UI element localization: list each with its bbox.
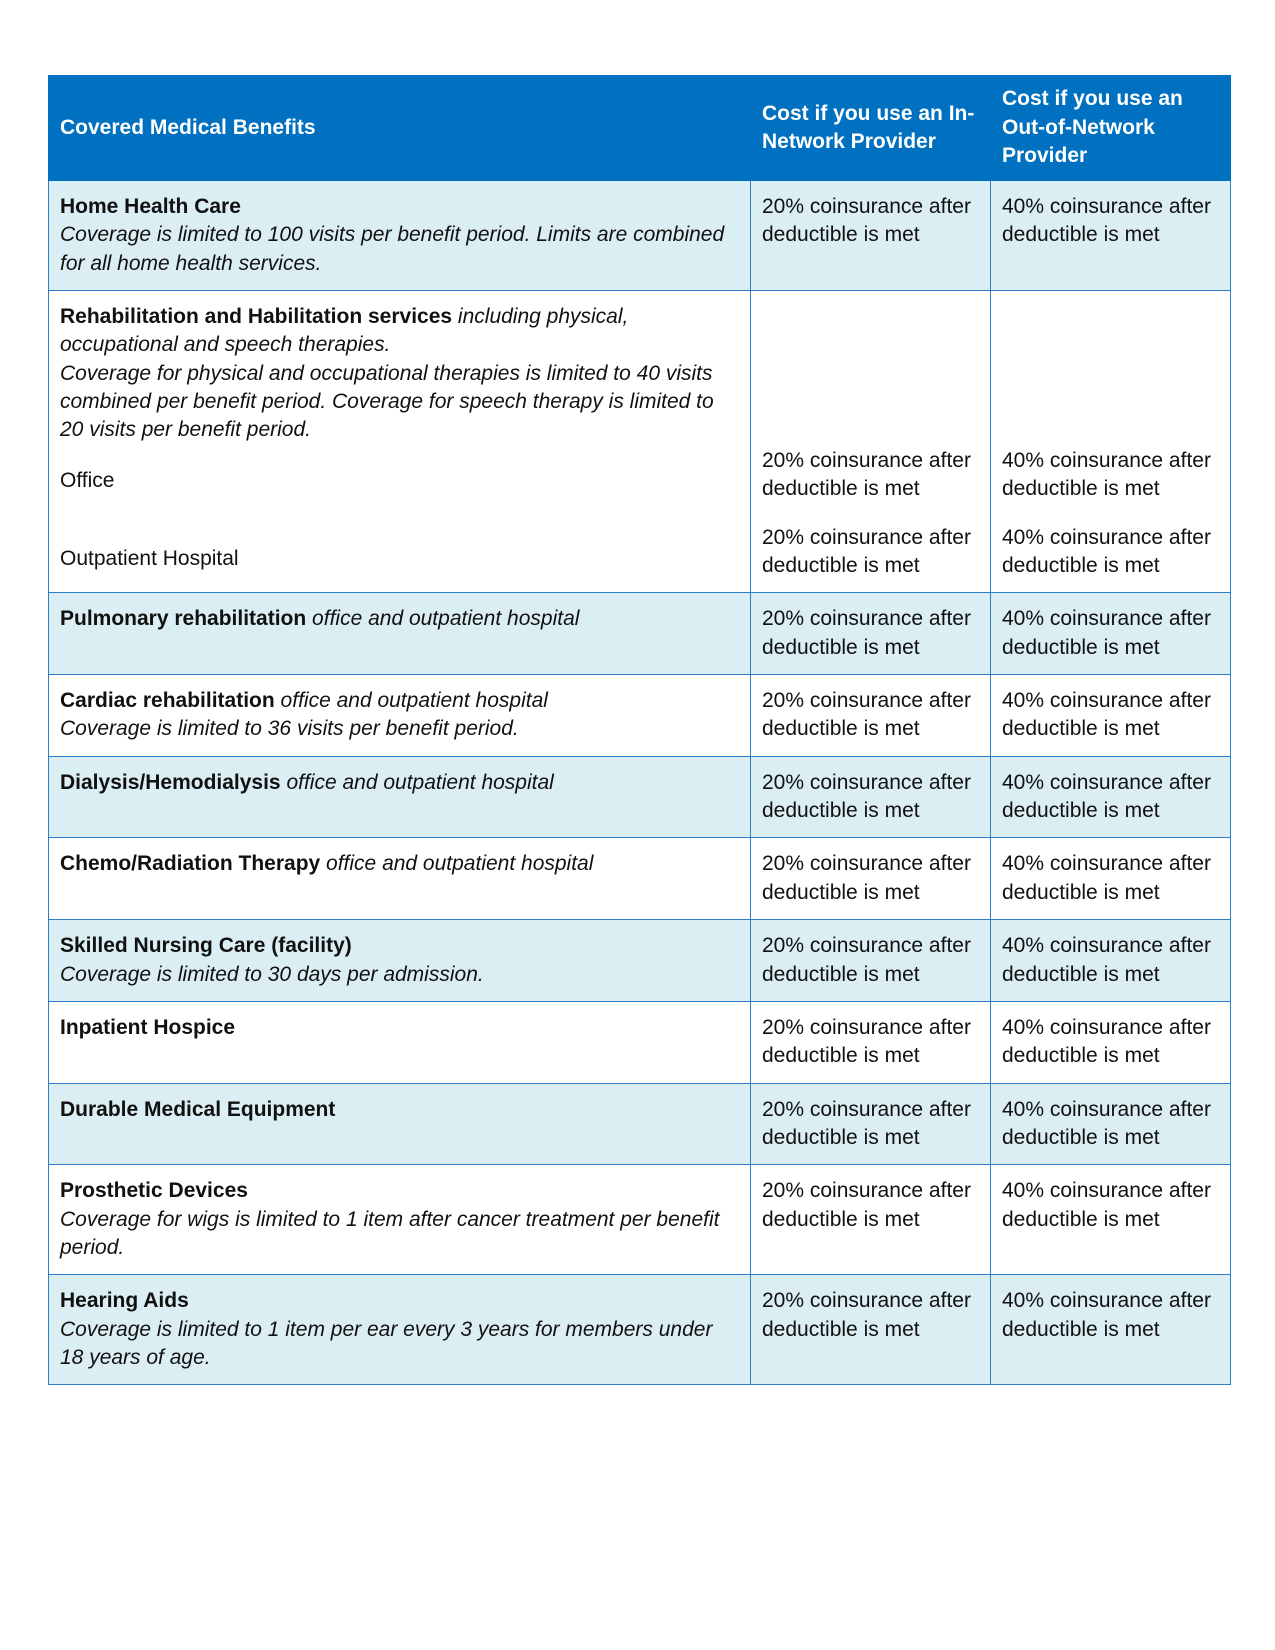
table-row xyxy=(49,1083,1231,1165)
benefit-qualifier: including physical, occupational and speech therapies. xyxy=(60,305,629,357)
header-out-network: Cost if you use an Out-of-Network Provider xyxy=(991,76,1231,181)
benefit-note: Coverage is limited to 1 item per ear every 3 years for members under 18 years of age. xyxy=(60,1317,713,1369)
table-row xyxy=(49,1275,1231,1385)
out-network-cost: 40% coinsurance after deductible is met xyxy=(991,593,1231,675)
table-row xyxy=(49,838,1231,920)
benefit-name: Inpatient Hospice xyxy=(60,1015,236,1039)
table-row xyxy=(49,1001,1231,1083)
benefit-note: Coverage is limited to 30 days per admission. xyxy=(60,962,484,986)
out-network-cost: 40% coinsurance after deductible is met xyxy=(991,920,1231,1002)
out-network-cost: 40% coinsurance after deductible is met xyxy=(991,1275,1231,1385)
benefit-name: Skilled Nursing Care (facility) xyxy=(60,934,352,958)
benefit-name: Durable Medical Equipment xyxy=(60,1097,336,1121)
out-network-cost: 40% coinsurance after deductible is met xyxy=(991,675,1231,757)
subitem-in-network-office: 20% coinsurance after deductible is met xyxy=(762,449,971,501)
table-row xyxy=(49,291,1231,593)
benefit-cell xyxy=(49,1165,751,1275)
benefit-cell xyxy=(49,1275,751,1385)
subitem-in-network-outpatient: 20% coinsurance after deductible is met xyxy=(762,525,971,578)
in-network-cost: 20% coinsurance after deductible is met xyxy=(751,756,991,838)
benefit-name: Chemo/Radiation Therapy xyxy=(60,852,321,876)
benefit-name: Hearing Aids xyxy=(60,1289,189,1313)
header-covered-benefits: Covered Medical Benefits xyxy=(49,76,751,181)
benefit-cell xyxy=(49,838,751,920)
out-network-cost: 40% coinsurance after deductible is met xyxy=(991,1001,1231,1083)
subitem-out-network-outpatient: 40% coinsurance after deductible is met xyxy=(1002,525,1211,578)
benefit-note: Coverage is limited to 36 visits per benefit period. xyxy=(60,717,519,741)
subitem-label-outpatient: Outpatient Hospital xyxy=(60,547,239,571)
benefit-note: Coverage is limited to 100 visits per benefit period. Limits are combined for all home health services. xyxy=(60,223,725,275)
table-row xyxy=(49,756,1231,838)
benefit-cell xyxy=(49,1001,751,1083)
subitem-label-office: Office xyxy=(60,468,115,492)
table-header-row xyxy=(49,76,1231,181)
header-in-network: Cost if you use an In-Network Provider xyxy=(751,76,991,181)
in-network-cost: 20% coinsurance after deductible is met xyxy=(751,1275,991,1385)
in-network-cost: 20% coinsurance after deductible is met xyxy=(751,1165,991,1275)
out-network-cost: 40% coinsurance after deductible is met xyxy=(991,838,1231,920)
in-network-cost xyxy=(751,291,991,593)
benefit-name: Prosthetic Devices xyxy=(60,1179,248,1203)
out-network-cost: 40% coinsurance after deductible is met xyxy=(991,1165,1231,1275)
in-network-cost: 20% coinsurance after deductible is met xyxy=(751,920,991,1002)
table-row xyxy=(49,920,1231,1002)
benefit-name: Home Health Care xyxy=(60,195,241,218)
benefit-cell xyxy=(49,1083,751,1165)
in-network-cost: 20% coinsurance after deductible is met xyxy=(751,838,991,920)
benefit-name: Rehabilitation and Habilitation services xyxy=(60,305,453,329)
benefit-note: Coverage for physical and occupational therapies is limited to 40 visits combined per benefit period. Coverage for speech therapy is limited to 20 visits per benefit period. xyxy=(60,361,714,442)
out-network-cost: 40% coinsurance after deductible is met xyxy=(991,756,1231,838)
table-row xyxy=(49,593,1231,675)
benefit-qualifier: office and outpatient hospital xyxy=(274,689,548,713)
table-row xyxy=(49,181,1231,291)
benefit-qualifier: office and outpatient hospital xyxy=(306,607,580,631)
out-network-cost: 40% coinsurance after deductible is met xyxy=(991,181,1231,291)
benefit-cell xyxy=(49,593,751,675)
benefit-cell xyxy=(49,920,751,1002)
out-network-cost xyxy=(991,291,1231,593)
benefit-qualifier: office and outpatient hospital xyxy=(320,852,594,876)
in-network-cost: 20% coinsurance after deductible is met xyxy=(751,1001,991,1083)
benefits-table xyxy=(48,75,1231,1385)
in-network-cost: 20% coinsurance after deductible is met xyxy=(751,1083,991,1165)
benefit-cell xyxy=(49,181,751,291)
table-row xyxy=(49,675,1231,757)
benefit-cell xyxy=(49,756,751,838)
out-network-cost: 40% coinsurance after deductible is met xyxy=(991,1083,1231,1165)
subitem-out-network-office: 40% coinsurance after deductible is met xyxy=(1002,449,1211,501)
table-row xyxy=(49,1165,1231,1275)
benefit-qualifier: office and outpatient hospital xyxy=(280,770,554,794)
in-network-cost: 20% coinsurance after deductible is met xyxy=(751,593,991,675)
benefit-name: Pulmonary rehabilitation xyxy=(60,607,307,631)
in-network-cost: 20% coinsurance after deductible is met xyxy=(751,181,991,291)
benefit-name: Dialysis/Hemodialysis xyxy=(60,770,281,794)
in-network-cost: 20% coinsurance after deductible is met xyxy=(751,675,991,757)
benefit-note: Coverage for wigs is limited to 1 item after cancer treatment per benefit period. xyxy=(60,1207,720,1259)
benefit-name: Cardiac rehabilitation xyxy=(60,689,275,713)
benefit-cell xyxy=(49,675,751,757)
benefit-cell xyxy=(49,291,751,593)
